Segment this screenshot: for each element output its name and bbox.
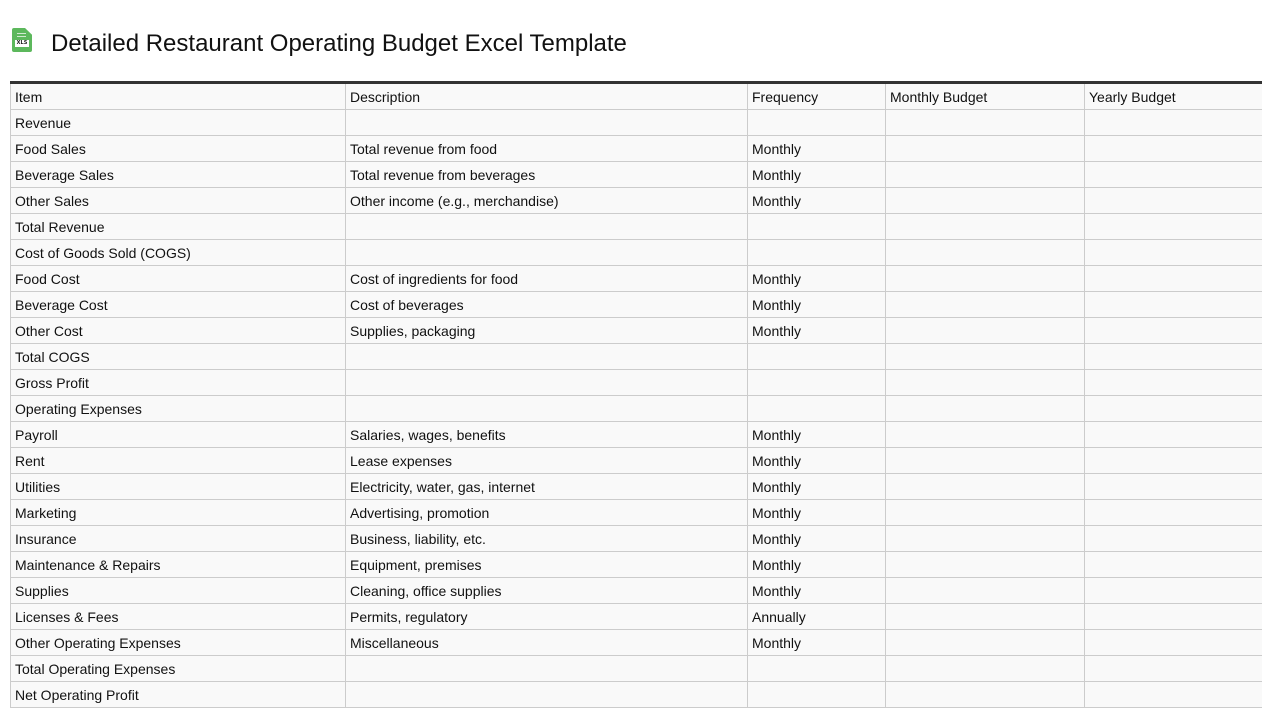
cell-frequency: Annually [748,604,886,630]
cell-frequency [748,214,886,240]
cell-yearly-budget[interactable] [1085,526,1262,552]
cell-monthly-budget[interactable] [886,266,1085,292]
cell-item: Operating Expenses [11,396,346,422]
cell-yearly-budget[interactable] [1085,422,1262,448]
table-row [11,136,1262,162]
cell-monthly-budget[interactable] [886,370,1085,396]
table-row [11,630,1262,656]
cell-monthly-budget[interactable] [886,474,1085,500]
cell-frequency: Monthly [748,318,886,344]
cell-monthly-budget[interactable] [886,162,1085,188]
cell-description: Other income (e.g., merchandise) [346,188,748,214]
cell-yearly-budget[interactable] [1085,604,1262,630]
cell-monthly-budget[interactable] [886,240,1085,266]
cell-frequency [748,240,886,266]
cell-frequency: Monthly [748,500,886,526]
cell-yearly-budget[interactable] [1085,656,1262,682]
table-row [11,604,1262,630]
cell-yearly-budget[interactable] [1085,370,1262,396]
cell-item: Maintenance & Repairs [11,552,346,578]
cell-frequency [748,344,886,370]
cell-monthly-budget[interactable] [886,188,1085,214]
cell-frequency [748,656,886,682]
table-row [11,344,1262,370]
cell-item: Other Operating Expenses [11,630,346,656]
cell-item: Rent [11,448,346,474]
cell-monthly-budget[interactable] [886,448,1085,474]
cell-item: Total Operating Expenses [11,656,346,682]
cell-item: Marketing [11,500,346,526]
cell-item: Beverage Sales [11,162,346,188]
xls-file-icon: XLS [12,28,32,52]
cell-frequency: Monthly [748,292,886,318]
table-row [11,526,1262,552]
table-row [11,448,1262,474]
cell-description: Lease expenses [346,448,748,474]
cell-yearly-budget[interactable] [1085,214,1262,240]
cell-item: Net Operating Profit [11,682,346,708]
column-header-monthly-budget: Monthly Budget [886,83,1085,110]
cell-monthly-budget[interactable] [886,630,1085,656]
table-row [11,188,1262,214]
table-row [11,266,1262,292]
cell-item: Gross Profit [11,370,346,396]
cell-description: Cost of beverages [346,292,748,318]
cell-description: Permits, regulatory [346,604,748,630]
column-header-item: Item [11,83,346,110]
cell-monthly-budget[interactable] [886,552,1085,578]
cell-description [346,344,748,370]
cell-monthly-budget[interactable] [886,526,1085,552]
cell-description [346,214,748,240]
cell-yearly-budget[interactable] [1085,448,1262,474]
cell-yearly-budget[interactable] [1085,630,1262,656]
cell-frequency: Monthly [748,422,886,448]
cell-frequency: Monthly [748,526,886,552]
cell-description: Total revenue from food [346,136,748,162]
document-header [12,30,627,58]
cell-yearly-budget[interactable] [1085,552,1262,578]
cell-item: Other Sales [11,188,346,214]
cell-description: Miscellaneous [346,630,748,656]
cell-frequency: Monthly [748,630,886,656]
cell-monthly-budget[interactable] [886,578,1085,604]
cell-yearly-budget[interactable] [1085,292,1262,318]
cell-monthly-budget[interactable] [886,318,1085,344]
cell-item: Cost of Goods Sold (COGS) [11,240,346,266]
cell-frequency: Monthly [748,474,886,500]
cell-monthly-budget[interactable] [886,292,1085,318]
cell-frequency: Monthly [748,162,886,188]
cell-frequency: Monthly [748,552,886,578]
column-header-yearly-budget: Yearly Budget [1085,83,1262,110]
cell-description [346,656,748,682]
cell-item: Supplies [11,578,346,604]
cell-monthly-budget[interactable] [886,500,1085,526]
table-row [11,110,1262,136]
cell-yearly-budget[interactable] [1085,240,1262,266]
table-row [11,292,1262,318]
cell-frequency [748,370,886,396]
cell-description [346,240,748,266]
cell-description: Equipment, premises [346,552,748,578]
cell-yearly-budget[interactable] [1085,344,1262,370]
cell-description [346,396,748,422]
cell-description: Total revenue from beverages [346,162,748,188]
cell-description [346,370,748,396]
table-row [11,656,1262,682]
cell-monthly-budget[interactable] [886,422,1085,448]
cell-item: Revenue [11,110,346,136]
cell-item: Total Revenue [11,214,346,240]
cell-frequency: Monthly [748,136,886,162]
cell-frequency [748,396,886,422]
cell-description: Business, liability, etc. [346,526,748,552]
page-title: Detailed Restaurant Operating Budget Excel Template [51,30,627,57]
cell-monthly-budget[interactable] [886,344,1085,370]
cell-monthly-budget[interactable] [886,656,1085,682]
table-row [11,370,1262,396]
cell-description: Cost of ingredients for food [346,266,748,292]
cell-item: Other Cost [11,318,346,344]
cell-item: Licenses & Fees [11,604,346,630]
table-row [11,500,1262,526]
table-row [11,474,1262,500]
column-header-description: Description [346,83,748,110]
cell-item: Food Sales [11,136,346,162]
cell-item: Food Cost [11,266,346,292]
cell-description [346,682,748,708]
column-header-frequency: Frequency [748,83,886,110]
cell-item: Payroll [11,422,346,448]
table-row [11,162,1262,188]
cell-frequency: Monthly [748,578,886,604]
cell-description: Advertising, promotion [346,500,748,526]
cell-item: Total COGS [11,344,346,370]
budget-table [10,81,1262,708]
cell-monthly-budget[interactable] [886,682,1085,708]
cell-item: Beverage Cost [11,292,346,318]
cell-yearly-budget[interactable] [1085,682,1262,708]
cell-yearly-budget[interactable] [1085,162,1262,188]
cell-monthly-budget[interactable] [886,136,1085,162]
cell-description: Electricity, water, gas, internet [346,474,748,500]
cell-description: Supplies, packaging [346,318,748,344]
table-row [11,396,1262,422]
cell-yearly-budget[interactable] [1085,110,1262,136]
cell-yearly-budget[interactable] [1085,318,1262,344]
cell-description [346,110,748,136]
table-body [11,110,1262,708]
cell-yearly-budget[interactable] [1085,136,1262,162]
cell-description: Cleaning, office supplies [346,578,748,604]
cell-frequency: Monthly [748,188,886,214]
table-row [11,240,1262,266]
cell-description: Salaries, wages, benefits [346,422,748,448]
cell-yearly-budget[interactable] [1085,500,1262,526]
cell-yearly-budget[interactable] [1085,474,1262,500]
table-header-row [11,83,1262,110]
table-row [11,552,1262,578]
cell-yearly-budget[interactable] [1085,188,1262,214]
cell-yearly-budget[interactable] [1085,578,1262,604]
table-row [11,682,1262,708]
cell-monthly-budget[interactable] [886,396,1085,422]
table-row [11,578,1262,604]
cell-yearly-budget[interactable] [1085,266,1262,292]
table-row [11,318,1262,344]
cell-monthly-budget[interactable] [886,110,1085,136]
cell-frequency [748,110,886,136]
cell-yearly-budget[interactable] [1085,396,1262,422]
table-row [11,214,1262,240]
table-row [11,422,1262,448]
cell-item: Utilities [11,474,346,500]
cell-frequency [748,682,886,708]
cell-frequency: Monthly [748,266,886,292]
cell-frequency: Monthly [748,448,886,474]
cell-monthly-budget[interactable] [886,604,1085,630]
cell-item: Insurance [11,526,346,552]
cell-monthly-budget[interactable] [886,214,1085,240]
